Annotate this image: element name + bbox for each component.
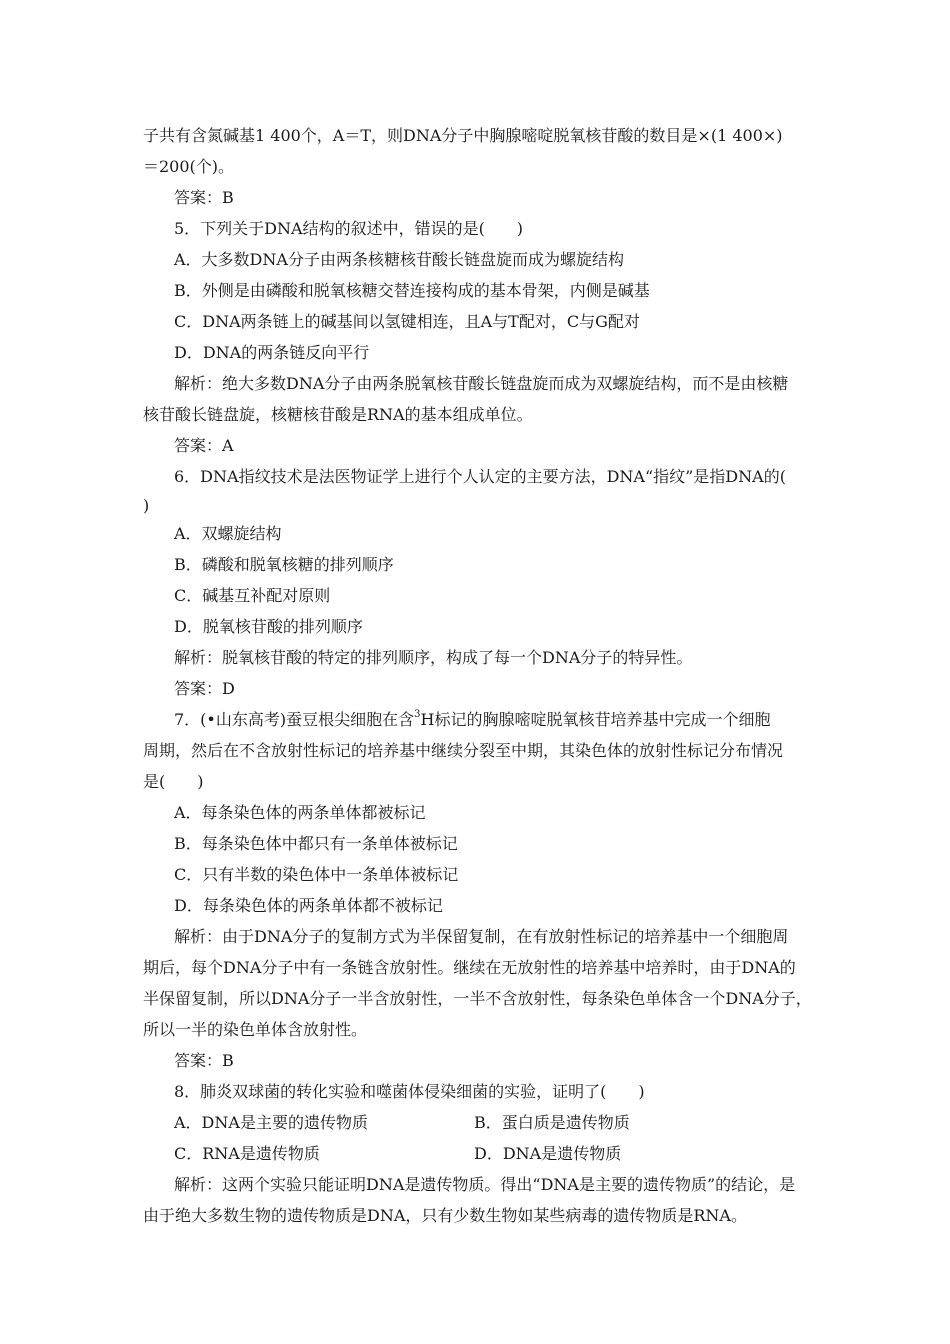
answer-line: 答案：D	[174, 679, 235, 698]
explanation-line: 解析：这两个实验只能证明DNA是遗传物质。得出“DNA是主要的遗传物质”的结论，是	[174, 1175, 796, 1194]
option-b: B．外侧是由磷酸和脱氧核糖交替连接构成的基本骨架，内侧是碱基	[174, 281, 650, 300]
answer-line: 答案：A	[174, 436, 234, 455]
option-b: B．每条染色体中都只有一条单体被标记	[174, 834, 458, 853]
option-b: B．磷酸和脱氧核糖的排列顺序	[174, 555, 394, 574]
option-d: D．脱氧核苷酸的排列顺序	[174, 617, 363, 636]
explanation-line: 所以一半的染色单体含放射性。	[143, 1020, 368, 1039]
question-6: 6．DNA指纹技术是法医物证学上进行个人认定的主要方法，DNA“指纹”是指DNA的(	[174, 467, 786, 486]
option-c: C．RNA是遗传物质	[174, 1144, 320, 1163]
text-line: ＝200(个)。	[143, 157, 235, 176]
option-b: B．蛋白质是遗传物质	[474, 1113, 630, 1132]
option-a: A．大多数DNA分子由两条核糖核苷酸长链盘旋而成为螺旋结构	[174, 250, 624, 269]
text-line: 周期，然后在不含放射性标记的培养基中继续分裂至中期，其染色体的放射性标记分布情况	[143, 741, 784, 760]
explanation-line: 期后，每个DNA分子中有一条链含放射性。继续在无放射性的培养基中培养时，由于DNA的	[143, 958, 796, 977]
text-segment: 7．(•山东高考)蚕豆根尖细胞在含	[174, 710, 415, 729]
superscript: 3	[414, 708, 421, 720]
text-line: 是( )	[143, 772, 204, 791]
explanation-line: 由于绝大多数生物的遗传物质是DNA，只有少数生物如某些病毒的遗传物质是RNA。	[143, 1206, 747, 1225]
option-c: C．只有半数的染色体中一条单体被标记	[174, 865, 459, 884]
explanation-line: 核苷酸长链盘旋，核糖核苷酸是RNA的基本组成单位。	[143, 405, 533, 424]
explanation-line: 解析：绝大多数DNA分子由两条脱氧核苷酸长链盘旋而成为双螺旋结构，而不是由核糖	[174, 374, 789, 393]
answer-line: 答案：B	[174, 1051, 234, 1070]
question-8: 8．肺炎双球菌的转化实验和噬菌体侵染细菌的实验，证明了( )	[174, 1082, 645, 1101]
question-5: 5．下列关于DNA结构的叙述中，错误的是( )	[174, 219, 524, 238]
text-line: 子共有含氮碱基1 400个，A＝T，则DNA分子中胸腺嘧啶脱氧核苷酸的数目是×(1 400×)	[143, 126, 783, 145]
text-segment: H标记的胸腺嘧啶脱氧核苷培养基中完成一个细胞	[420, 710, 771, 729]
option-a: A．DNA是主要的遗传物质	[174, 1113, 368, 1132]
option-a: A．双螺旋结构	[174, 524, 282, 543]
option-c: C．碱基互补配对原则	[174, 586, 331, 605]
explanation-line: 半保留复制，所以DNA分子一半含放射性，一半不含放射性，每条染色单体含一个DNA分子，	[143, 989, 812, 1008]
option-d: D．每条染色体的两条单体都不被标记	[174, 896, 443, 915]
option-d: D．DNA的两条链反向平行	[174, 343, 370, 362]
text-line: )	[143, 496, 150, 515]
answer-line: 答案：B	[174, 188, 234, 207]
option-c: C．DNA两条链上的碱基间以氢键相连，且A与T配对，C与G配对	[174, 312, 640, 331]
option-a: A．每条染色体的两条单体都被标记	[174, 803, 426, 822]
explanation-line: 解析：由于DNA分子的复制方式为半保留复制，在有放射性标记的培养基中一个细胞周	[174, 927, 789, 946]
explanation-line: 解析：脱氧核苷酸的特定的排列顺序，构成了每一个DNA分子的特异性。	[174, 648, 693, 667]
question-7	[174, 710, 770, 730]
option-d: D．DNA是遗传物质	[474, 1144, 622, 1163]
